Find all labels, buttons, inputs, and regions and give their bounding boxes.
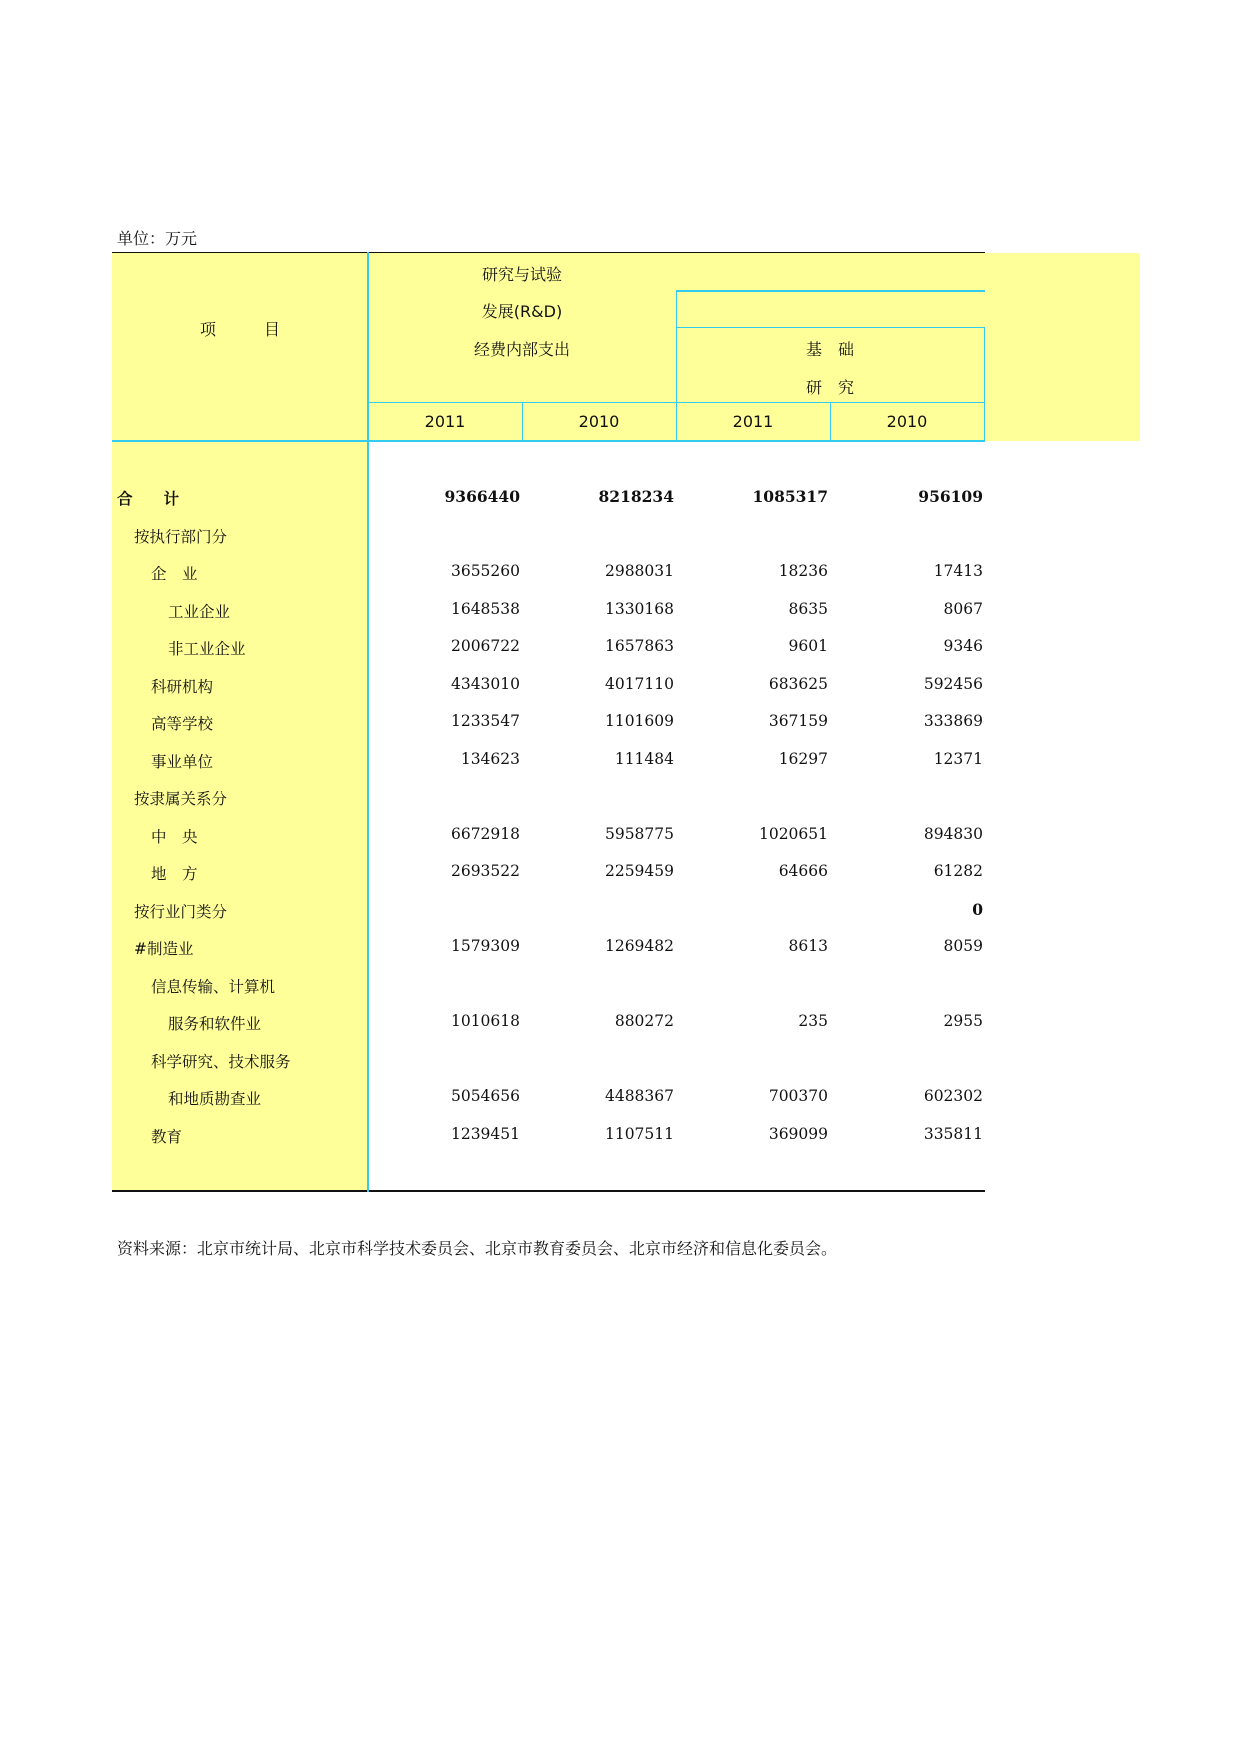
row-value: 12371	[933, 749, 983, 768]
row-value: 18236	[778, 562, 828, 580]
row-value: 61282	[933, 862, 983, 880]
row-value: 0	[972, 899, 983, 919]
row-value: 8613	[788, 937, 828, 955]
table-row	[0, 712, 1000, 749]
rd-header-line2: 发展(R&D)	[481, 302, 563, 321]
row-value: 5054656	[450, 1087, 520, 1105]
row-value: 9346	[943, 637, 983, 655]
row-label: 地 方	[151, 865, 198, 883]
row-value: 1020651	[758, 824, 828, 843]
row-label: 信息传输、计算机	[151, 977, 276, 996]
row-label: 按执行部门分	[134, 527, 228, 546]
row-value: 1657863	[604, 637, 674, 655]
table-row	[0, 637, 1000, 674]
row-value: 9366440	[444, 487, 520, 506]
row-value: 335811	[923, 1124, 983, 1143]
row-value: 17413	[933, 562, 983, 580]
row-value: 956109	[918, 487, 983, 506]
row-label: 服务和软件业	[168, 1015, 262, 1033]
row-value: 1579309	[450, 937, 520, 955]
year-col-4: 2010	[886, 412, 928, 431]
row-value: 2988031	[604, 562, 674, 580]
row-value: 1010618	[450, 1012, 520, 1030]
bottom-rule	[112, 1190, 985, 1192]
row-value: 369099	[768, 1124, 828, 1143]
row-value: 6672918	[450, 824, 520, 843]
table-row	[0, 750, 1000, 787]
table-row	[0, 1012, 1000, 1049]
row-value: 1648538	[450, 599, 520, 618]
table-row	[0, 937, 1000, 974]
row-value: 4488367	[604, 1087, 674, 1105]
year-col-3: 2011	[732, 412, 774, 431]
table-row	[0, 900, 1000, 937]
row-value: 2006722	[450, 637, 520, 655]
row-value: 111484	[614, 749, 674, 768]
source-note: 资料来源：北京市统计局、北京市科学技术委员会、北京市教育委员会、北京市经济和信息化委员会。	[117, 1239, 838, 1258]
basic-right-rule	[984, 327, 985, 441]
row-value: 2693522	[450, 862, 520, 880]
row-label: 教育	[151, 1127, 183, 1146]
row-label: #制造业	[134, 940, 194, 958]
row-value: 8067	[943, 599, 983, 618]
row-value: 700370	[768, 1087, 828, 1105]
rd-header-line1: 研究与试验	[481, 265, 562, 284]
basic-second-rule	[676, 327, 985, 328]
basic-header-line2: 研 究	[805, 378, 854, 397]
row-value: 880272	[614, 1012, 674, 1030]
row-value: 4343010	[450, 674, 520, 693]
table-row	[0, 1050, 1000, 1087]
header-bottom-rule	[112, 440, 985, 442]
row-value: 8059	[943, 937, 983, 955]
row-label: 高等学校	[151, 715, 214, 733]
row-label: 企 业	[151, 565, 198, 583]
table-row	[0, 525, 1000, 562]
unit-label: 单位：万元	[117, 229, 198, 248]
table-row	[0, 862, 1000, 899]
table-row	[0, 487, 1000, 524]
row-value: 683625	[768, 674, 828, 693]
row-value: 1107511	[604, 1124, 674, 1143]
row-value: 602302	[923, 1087, 983, 1105]
row-label: 科研机构	[151, 677, 214, 696]
row-value: 9601	[788, 637, 828, 655]
row-label: 科学研究、技术服务	[151, 1052, 291, 1071]
row-label: 中 央	[151, 827, 198, 846]
row-value: 2259459	[604, 862, 674, 880]
table-row	[0, 787, 1000, 824]
top-rule	[112, 252, 985, 253]
row-label: 事业单位	[151, 752, 214, 771]
row-value: 1085317	[752, 487, 828, 506]
table-row	[0, 975, 1000, 1012]
row-value: 1239451	[450, 1124, 520, 1143]
table-row	[0, 825, 1000, 862]
row-value: 367159	[768, 712, 828, 730]
row-label: 按行业门类分	[134, 902, 228, 921]
row-label: 非工业企业	[168, 640, 246, 658]
row-label: 合 计	[117, 489, 180, 508]
row-value: 2955	[943, 1012, 983, 1030]
row-label: 工业企业	[168, 602, 231, 621]
rd-header-line3: 经费内部支出	[473, 340, 570, 359]
table-row	[0, 675, 1000, 712]
table-row	[0, 1125, 1000, 1162]
basic-header-line1: 基 础	[805, 340, 854, 359]
row-value: 1269482	[604, 937, 674, 955]
row-value: 333869	[923, 712, 983, 730]
table-row	[0, 600, 1000, 637]
row-value: 4017110	[604, 674, 674, 693]
item-header: 项 目	[199, 320, 280, 339]
basic-top-rule	[676, 290, 985, 292]
row-value: 16297	[778, 749, 828, 768]
row-value: 8218234	[598, 487, 674, 506]
row-value: 592456	[923, 674, 983, 693]
table-row	[0, 562, 1000, 599]
row-value: 235	[798, 1012, 828, 1030]
year-col-2: 2010	[578, 412, 620, 431]
row-value: 8635	[788, 599, 828, 618]
row-value: 1101609	[604, 712, 674, 730]
year-col-1: 2011	[424, 412, 466, 431]
row-value: 1233547	[450, 712, 520, 730]
row-value: 134623	[460, 749, 520, 768]
row-value: 894830	[923, 824, 983, 843]
table-row	[0, 1087, 1000, 1124]
row-value: 3655260	[450, 562, 520, 580]
row-label: 和地质勘查业	[168, 1090, 262, 1108]
row-value: 1330168	[604, 599, 674, 618]
row-value: 64666	[778, 862, 828, 880]
row-value: 5958775	[604, 824, 674, 843]
row-label: 按隶属关系分	[134, 790, 228, 808]
